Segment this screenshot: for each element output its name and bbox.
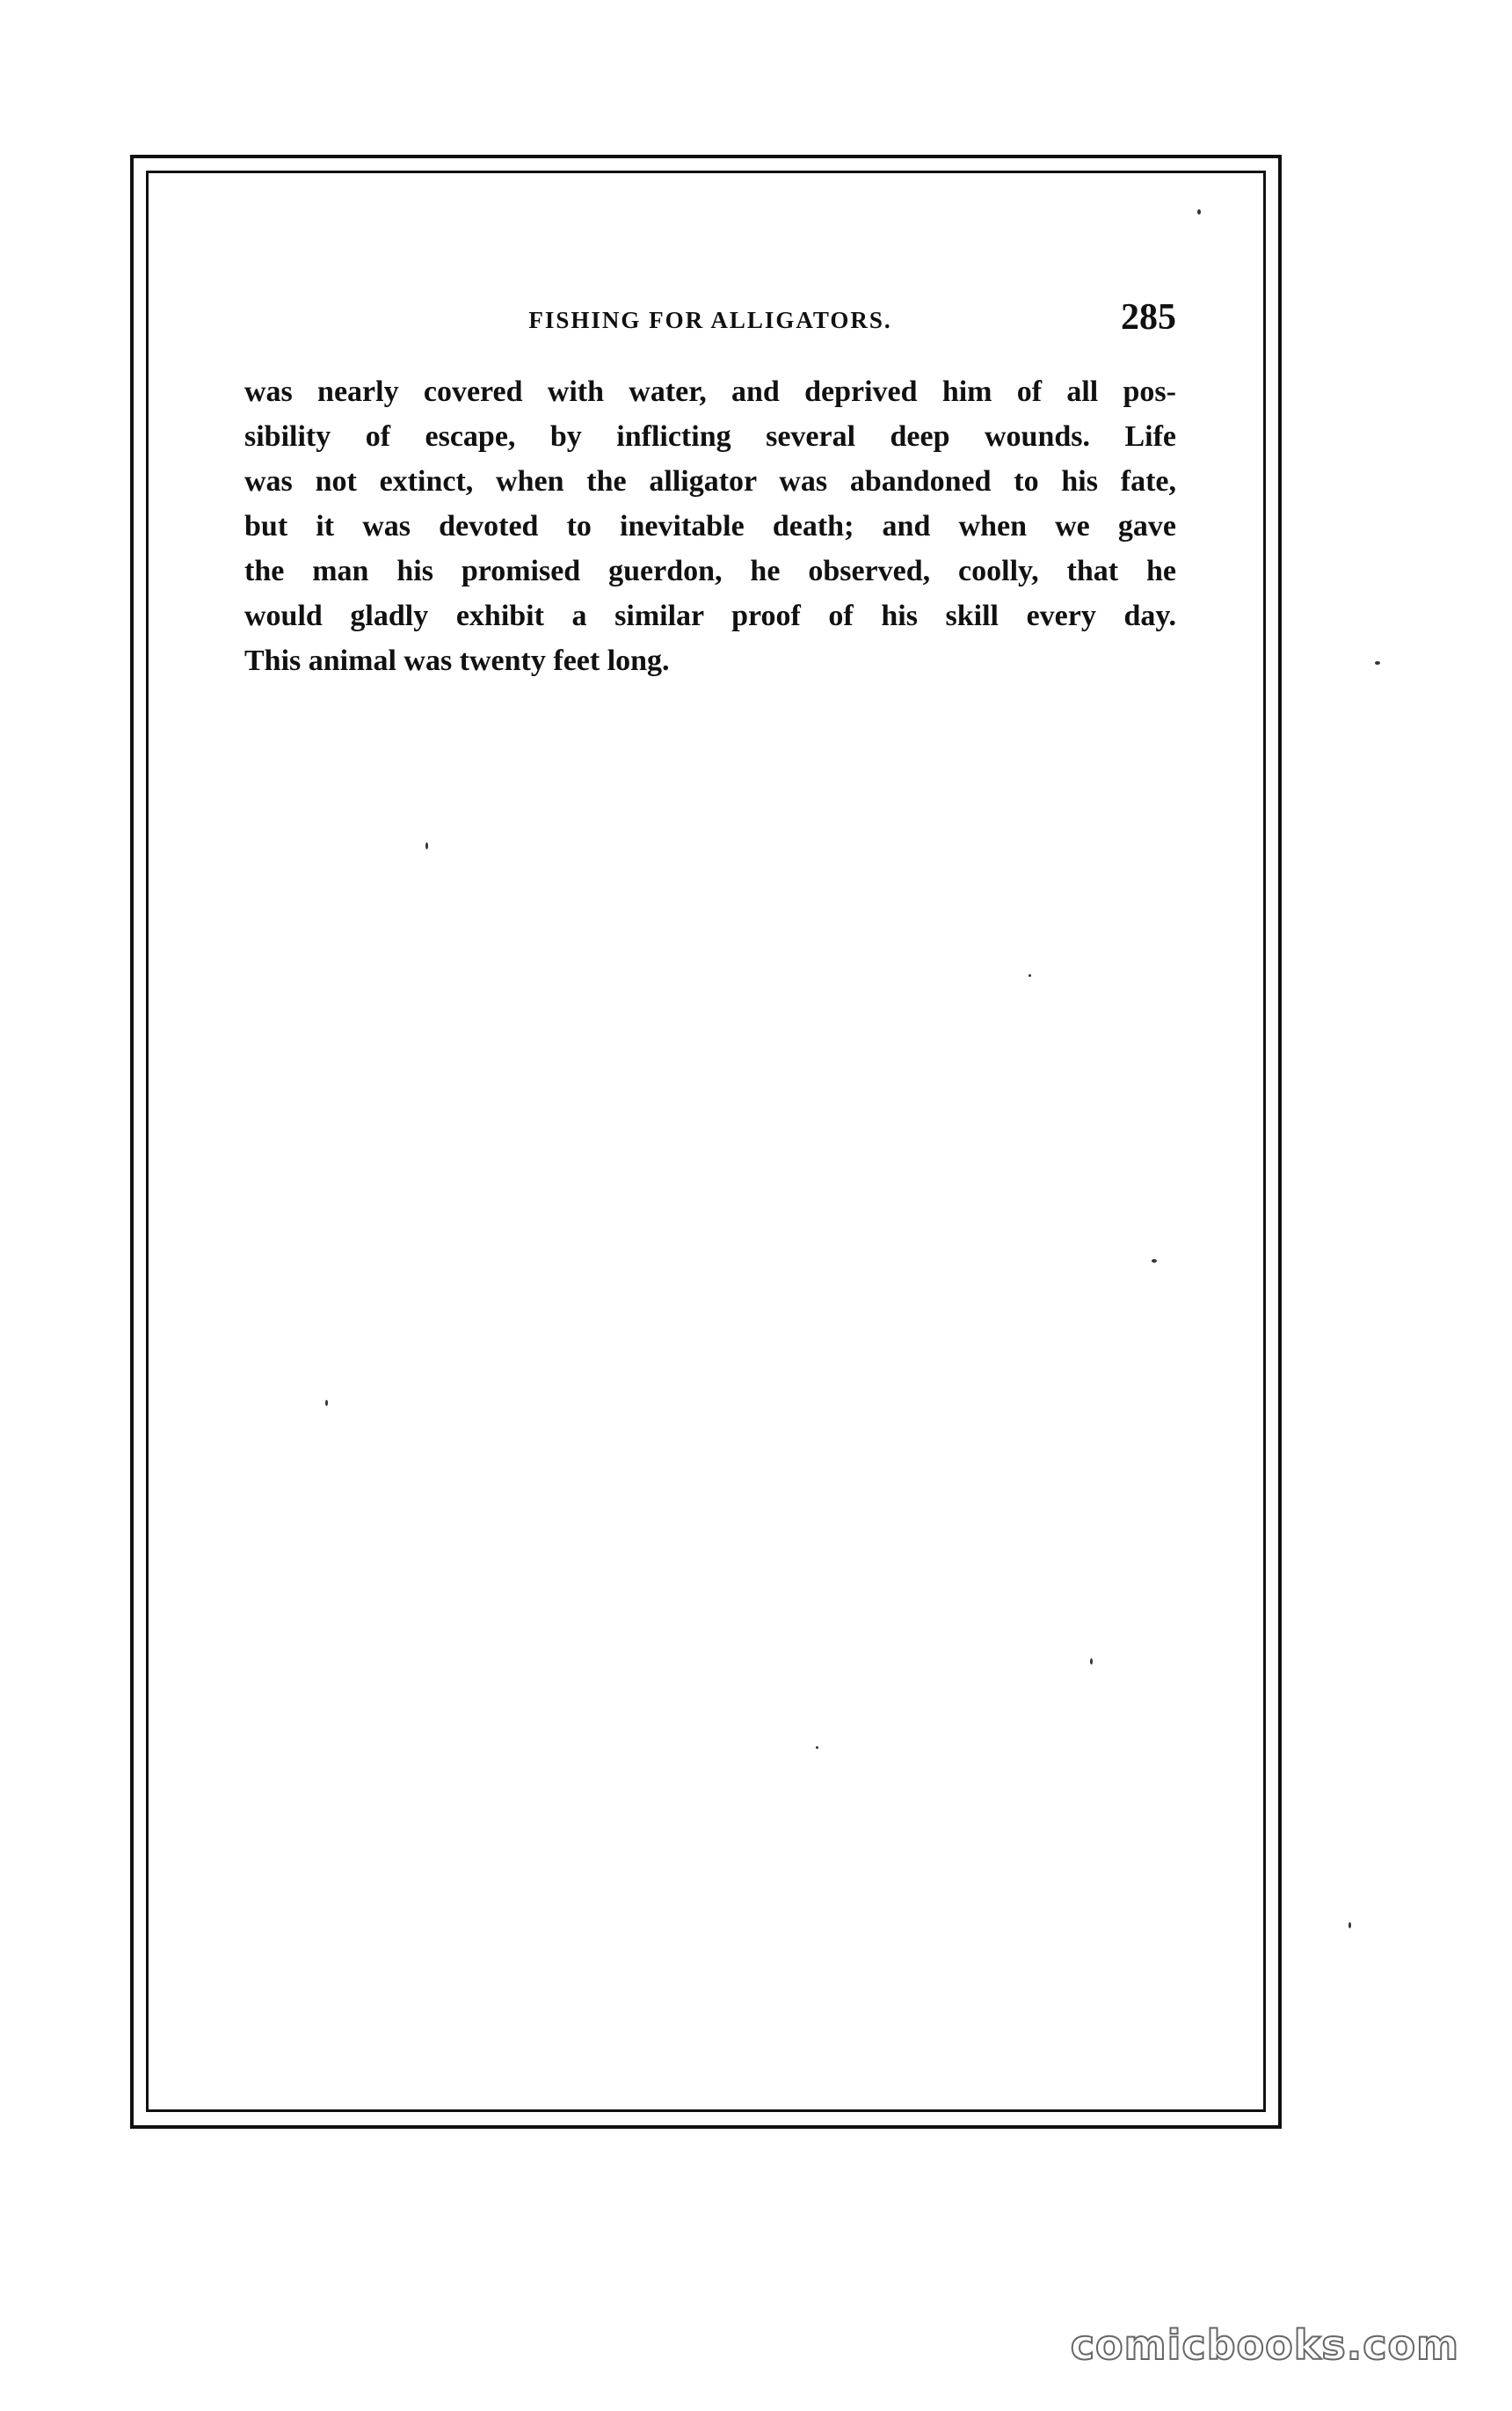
text-line: the man his promised guerdon, he observed, coolly, that he [244, 555, 1176, 587]
scan-speck [1152, 1259, 1157, 1263]
text-line: was not extinct, when the alligator was abandoned to his fate, [244, 465, 1176, 498]
page-number: 285 [1121, 297, 1176, 338]
text-line: would gladly exhibit a similar proof of his skill every day. [244, 600, 1176, 632]
scan-speck [1197, 209, 1201, 215]
scan-speck [1375, 661, 1380, 665]
text-line: but it was devoted to inevitable death; and when we gave [244, 510, 1176, 543]
scan-speck [1348, 1922, 1351, 1928]
running-head [244, 296, 1176, 349]
text-line: sibility of escape, by inflicting several deep wounds. Life [244, 420, 1176, 453]
scan-speck [1029, 974, 1031, 977]
body-paragraph [244, 369, 1176, 683]
scan-speck [1090, 1658, 1093, 1664]
scan-speck [816, 1746, 818, 1749]
text-line: This animal was twenty feet long. [244, 645, 670, 677]
scan-speck [325, 1400, 328, 1406]
scan-speck [425, 842, 428, 849]
watermark-logo: comicbooks.com [1070, 2321, 1459, 2369]
text-line: was nearly covered with water, and deprived him of all pos- [244, 375, 1176, 408]
running-title: FISHING FOR ALLIGATORS. [528, 307, 892, 333]
